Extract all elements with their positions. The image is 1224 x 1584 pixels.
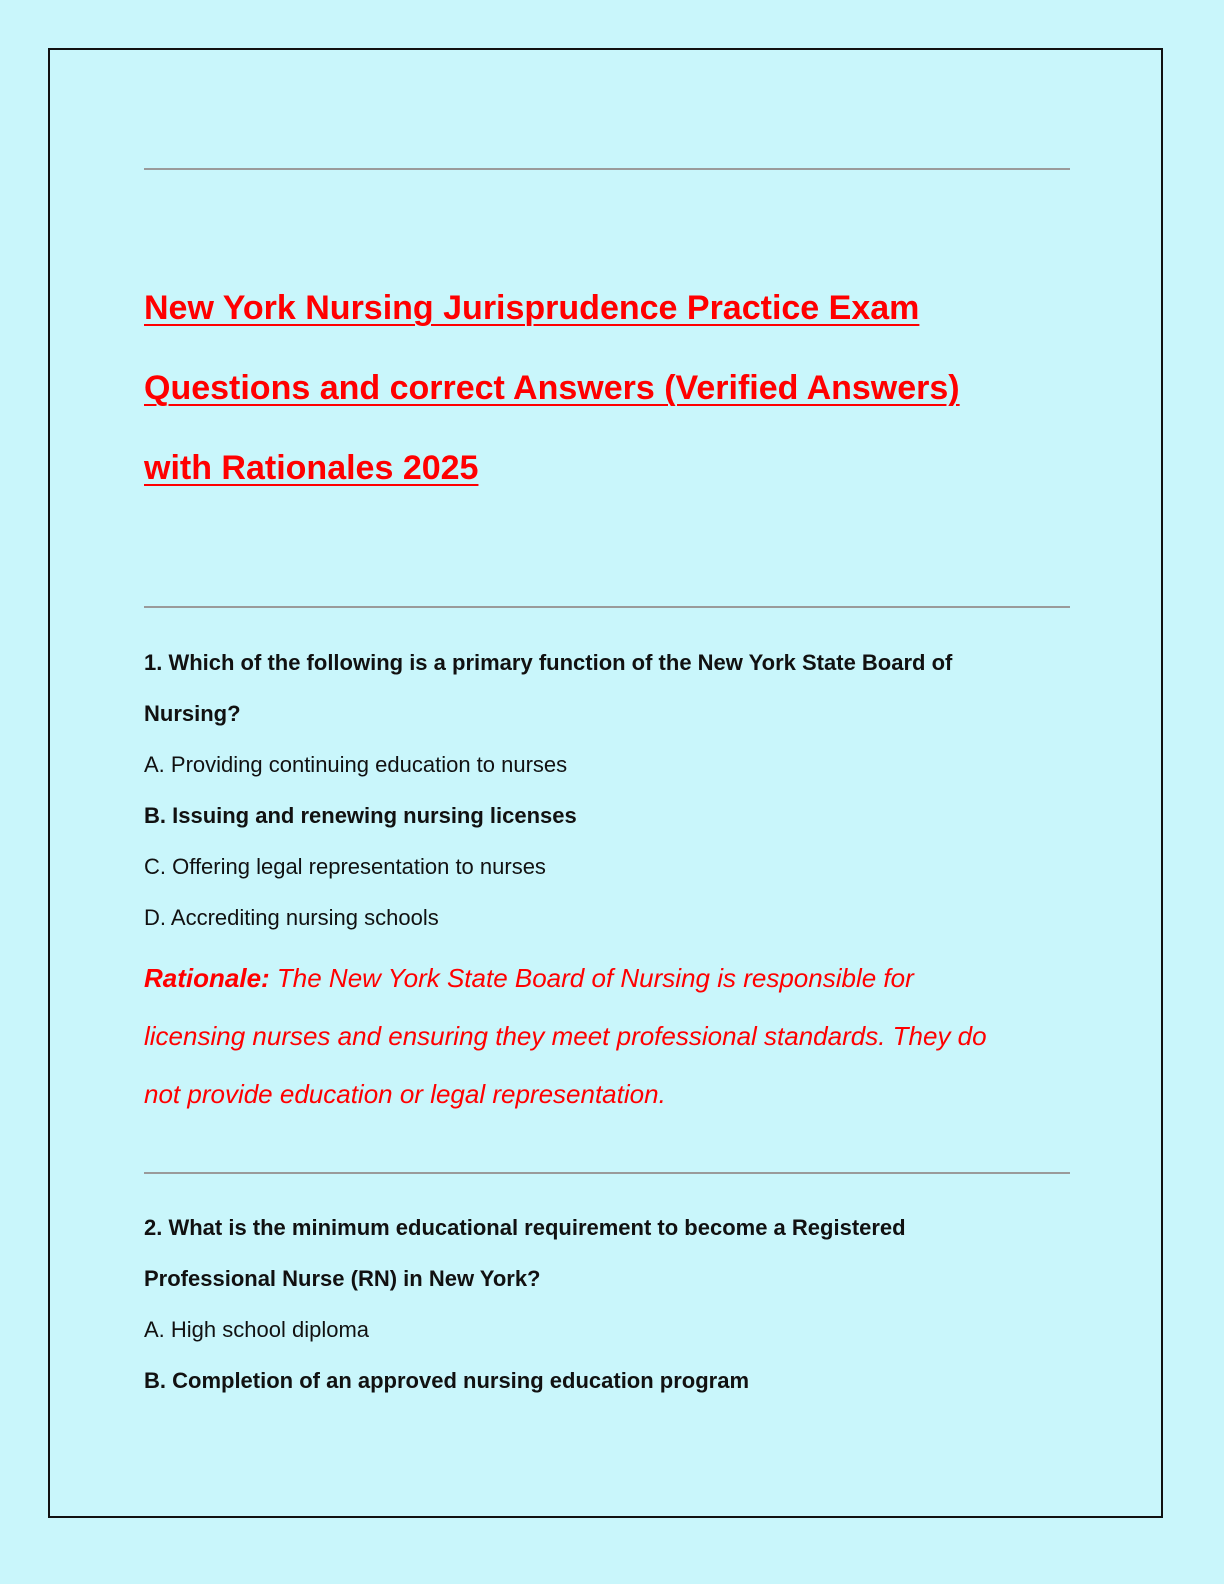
- option-d: D. Accrediting nursing schools: [144, 905, 439, 930]
- option-b-correct: B. Completion of an approved nursing education program: [144, 1368, 750, 1393]
- divider: [144, 606, 1070, 608]
- title-line: New York Nursing Jurisprudence Practice Exam: [144, 289, 920, 327]
- question-text-line: 2. What is the minimum educational requirement to become a Registered: [144, 1215, 906, 1240]
- rationale: [144, 949, 1074, 1123]
- title-line: Questions and correct Answers (Verified Answers): [144, 369, 960, 407]
- question-text-line: 1. Which of the following is a primary function of the New York State Board of: [144, 650, 953, 675]
- option-a: A. Providing continuing education to nurses: [144, 752, 568, 777]
- question-text-line: Nursing?: [144, 701, 241, 726]
- rationale-label: Rationale:: [144, 963, 270, 993]
- option-a: A. High school diploma: [144, 1317, 370, 1342]
- question-2: [144, 1202, 1074, 1406]
- rationale-text: The New York State Board of Nursing is responsible for: [269, 963, 914, 993]
- option-b-correct: B. Issuing and renewing nursing licenses: [144, 803, 577, 828]
- question-text: [144, 1202, 1074, 1304]
- rationale-text: licensing nurses and ensuring they meet professional standards. They do: [144, 1021, 987, 1051]
- question-text-line: Professional Nurse (RN) in New York?: [144, 1266, 541, 1291]
- option-c: C. Offering legal representation to nurses: [144, 854, 546, 879]
- page-title: [144, 268, 1084, 508]
- rationale-text: not provide education or legal representation.: [144, 1079, 666, 1109]
- title-line: with Rationales 2025: [144, 449, 479, 487]
- question-1: [144, 637, 1074, 1123]
- divider: [144, 168, 1070, 170]
- question-text: [144, 637, 1074, 739]
- divider: [144, 1172, 1070, 1174]
